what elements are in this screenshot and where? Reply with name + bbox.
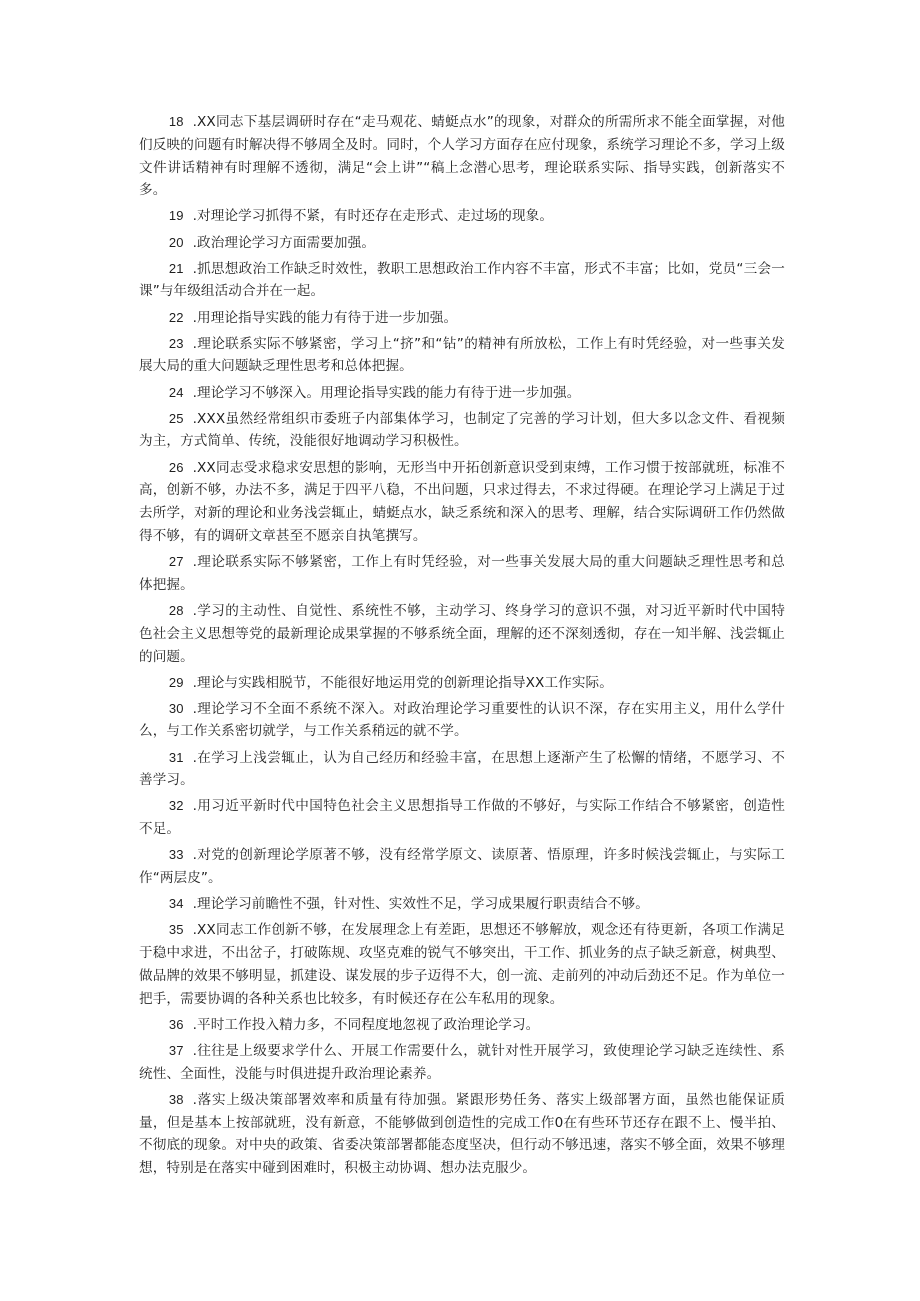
item-text: .平时工作投入精力多，不同程度地忽视了政治理论学习。 <box>192 1016 540 1033</box>
list-item <box>139 232 785 255</box>
item-text: .XX同志受求稳求安思想的影响，无形当中开拓创新意识受到束缚，工作习惯于按部就班，标准不高，创新不够，办法不多，满足于四平八稳，不出问题，只求过得去，不求过得硬。在理论学习上满足于过去所学，对新的理论和业务浅尝辄止，蜻蜓点水，缺乏系统和深入的思考、理解，结合实际调研工作仍然做得不够，有的调研文章甚至不愿亲自执笔撰写。 <box>139 459 785 544</box>
list-item <box>139 111 785 202</box>
item-number: 19 <box>168 208 184 224</box>
item-number: 32 <box>168 798 184 814</box>
item-text: .XXX虽然经常组织市委班子内部集体学习，也制定了完善的学习计划，但大多以念文件、看视频为主，方式简单、传统，没能很好地调动学习积极性。 <box>139 410 785 450</box>
list-item <box>139 551 785 597</box>
item-text: .抓思想政治工作缺乏时效性，教职工思想政治工作内容不丰富，形式不丰富；比如，党员“三会一课”与年级组活动合并在一起。 <box>139 260 785 300</box>
item-text: .理论学习前瞻性不强，针对性、实效性不足，学习成果履行职责结合不够。 <box>192 896 649 913</box>
list-item <box>139 600 785 668</box>
item-text: .理论联系实际不够紧密，学习上“挤”和“钻”的精神有所放松，工作上有时凭经验，对一些事关发展大局的重大问题缺乏理性思考和总体把握。 <box>139 335 785 375</box>
list-item <box>139 1040 785 1086</box>
item-text: .XX同志工作创新不够，在发展理念上有差距，思想还不够解放，观念还有待更新，各项工作满足于稳中求进，不出岔子，打破陈规、攻坚克难的锐气不够突出，干工作、抓业务的点子缺乏新意，树典型、做品牌的效果不够明显，抓建设、谋发展的步子迈得不大，创一流、走前列的冲动后劲还不足。作为单位一把手，需要协调的各种关系也比较多，有时候还存在公车私用的现象。 <box>139 922 785 1007</box>
item-text: .往往是上级要求学什么、开展工作需要什么，就针对性开展学习，致使理论学习缺乏连续性、系统性、全面性，没能与时俱进提升政治理论素养。 <box>139 1042 785 1082</box>
list-item <box>139 893 785 916</box>
item-number: 37 <box>168 1042 184 1058</box>
item-number: 27 <box>168 554 184 570</box>
list-item <box>139 698 785 744</box>
list-item <box>139 307 785 330</box>
item-text: .理论联系实际不够紧密，工作上有时凭经验，对一些事关发展大局的重大问题缺乏理性思考和总体把握。 <box>139 554 785 593</box>
item-number: 29 <box>168 674 184 690</box>
list-item <box>139 1089 785 1180</box>
list-item <box>139 919 785 1010</box>
item-number: 24 <box>168 384 184 400</box>
item-text: .用习近平新时代中国特色社会主义思想指导工作做的不够好，与实际工作结合不够紧密，创造性不足。 <box>139 798 785 838</box>
item-text: .用理论指导实践的能力有待于进一步加强。 <box>192 309 458 326</box>
item-text: .学习的主动性、自觉性、系统性不够，主动学习、终身学习的意识不强，对习近平新时代中国特色社会主义思想等党的最新理论成果掌握的不够系统全面，理解的还不深刻透彻，存在一知半解、浅尝辄止的问题。 <box>139 602 785 665</box>
list-item <box>139 382 785 405</box>
item-text: .XX同志下基层调研时存在“走马观花、蜻蜓点水”的现象，对群众的所需所求不能全面掌握，对他们反映的问题有时解决得不够周全及时。同时，个人学习方面存在应付现象，系统学习理论不多，学习上级文件讲话精神有时理解不透彻，满足“会上讲”“稿上念潜心思考，理论联系实际、指导实践，创新落实不多。 <box>139 114 785 199</box>
list-item <box>139 795 785 841</box>
item-number: 28 <box>168 602 184 618</box>
item-number: 21 <box>168 260 184 276</box>
item-text: .对党的创新理论学原著不够，没有经常学原文、读原著、悟原理，许多时候浅尝辄止，与实际工作“两层皮”。 <box>139 847 785 887</box>
item-number: 33 <box>168 847 184 863</box>
item-number: 30 <box>168 700 184 716</box>
list-item <box>139 672 785 695</box>
list-item <box>139 844 785 890</box>
item-text: .在学习上浅尝辄止，认为自己经历和经验丰富，在思想上逐渐产生了松懈的情绪，不愿学习、不善学习。 <box>139 749 785 789</box>
list-item <box>139 747 785 793</box>
item-text: .理论学习不全面不系统不深入。对政治理论学习重要性的认识不深，存在实用主义，用什么学什么，与工作关系密切就学，与工作关系稍远的就不学。 <box>139 700 785 740</box>
item-text: .理论与实践相脱节，不能很好地运用党的创新理论指导XX工作实际。 <box>192 674 613 691</box>
item-number: 18 <box>168 114 184 129</box>
item-number: 25 <box>168 410 184 426</box>
item-number: 26 <box>168 459 184 475</box>
item-text: .落实上级决策部署效率和质量有待加强。紧跟形势任务、落实上级部署方面，虽然也能保证质量，但是基本上按部就班，没有新意，不能够做到创造性的完成工作0在有些环节还存在跟不上、慢半拍、不彻底的现象。对中央的政策、省委决策部署都能态度坚决，但行动不够迅速，落实不够全面，效果不够理想，特别是在落实中碰到困难时，积极主动协调、想办法克服少。 <box>139 1091 785 1177</box>
item-number: 34 <box>168 896 184 912</box>
item-number: 20 <box>168 234 184 250</box>
list-item <box>139 408 785 454</box>
list-item <box>139 1014 785 1037</box>
item-number: 23 <box>168 335 184 351</box>
item-number: 35 <box>168 922 184 938</box>
item-text: .理论学习不够深入。用理论指导实践的能力有待于进一步加强。 <box>192 384 581 401</box>
item-number: 22 <box>168 309 184 325</box>
item-number: 31 <box>168 749 184 765</box>
item-text: .对理论学习抓得不紧，有时还存在走形式、走过场的现象。 <box>192 208 554 225</box>
list-item <box>139 333 785 379</box>
document-body <box>139 111 785 1183</box>
item-text: .政治理论学习方面需要加强。 <box>192 234 376 251</box>
list-item <box>139 258 785 304</box>
item-number: 36 <box>168 1016 184 1032</box>
item-number: 38 <box>168 1091 184 1107</box>
list-item <box>139 457 785 548</box>
list-item <box>139 205 785 228</box>
